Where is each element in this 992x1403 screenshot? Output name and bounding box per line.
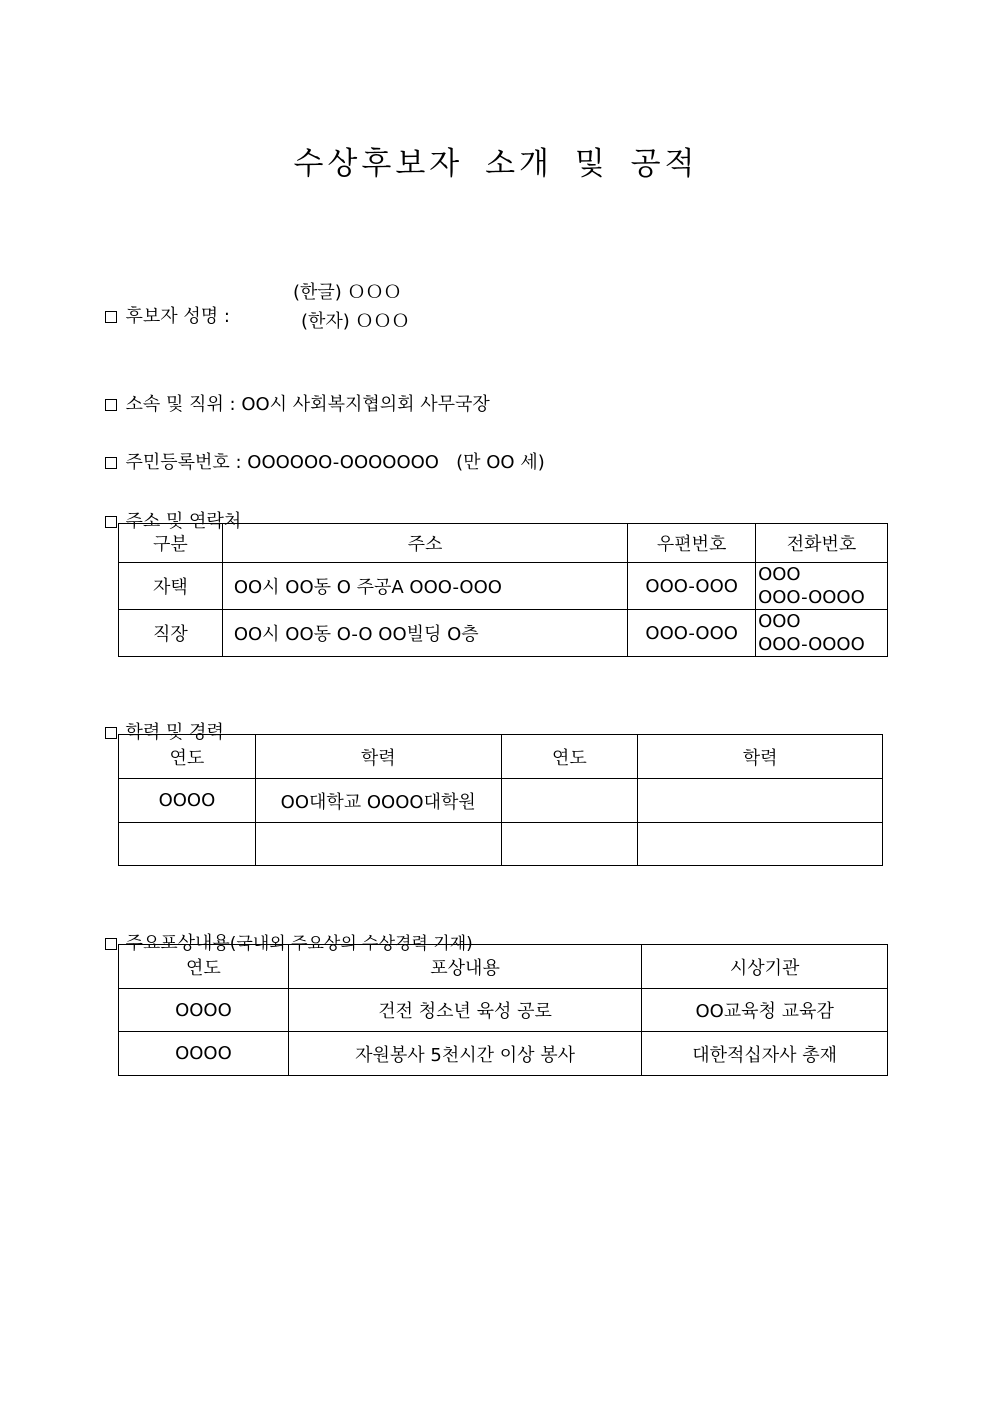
table-cell: 자원봉사 5천시간 이상 봉사 <box>288 1032 641 1076</box>
phone-area-code: OOO <box>758 564 801 585</box>
phone-area-code: OOO <box>758 611 801 632</box>
contact-address: OO시 OO동 O-O OO빌딩 O층 <box>222 610 627 657</box>
checkbox-icon <box>105 457 117 469</box>
header-cell: 연도 <box>119 945 289 989</box>
phone-number: OOO-OOOO <box>758 634 865 655</box>
table-cell: OOOO <box>119 1032 289 1076</box>
table-cell: OO교육청 교육감 <box>642 989 888 1032</box>
candidate-name-line <box>94 281 230 329</box>
table-header-row <box>119 945 888 989</box>
table-cell: OOOO <box>119 779 256 823</box>
table-row <box>119 989 888 1032</box>
table-row <box>119 610 888 657</box>
contact-table <box>118 523 888 657</box>
header-cell: 학력 <box>255 735 501 779</box>
checkbox-icon <box>105 938 117 950</box>
header-cell: 연도 <box>119 735 256 779</box>
awards-heading-note: (국내외 주요상의 수상경력 기재) <box>229 934 473 954</box>
table-cell: 대한적십자사 총재 <box>642 1032 888 1076</box>
awards-table <box>118 944 888 1076</box>
checkbox-icon <box>105 311 117 323</box>
header-cell: 학력 <box>638 735 883 779</box>
contact-zip: OOO-OOO <box>628 610 756 657</box>
table-row <box>119 563 888 610</box>
phone-number: OOO-OOOO <box>758 587 865 608</box>
header-cell: 구분 <box>119 524 223 563</box>
name-label: 후보자 성명 : <box>125 306 230 327</box>
header-cell: 연도 <box>501 735 638 779</box>
table-cell: 건전 청소년 육성 공로 <box>288 989 641 1032</box>
table-cell <box>501 823 638 866</box>
resident-number-line <box>94 427 545 475</box>
contact-phone <box>756 610 888 657</box>
contact-heading-text: 주소 및 연락처 <box>125 511 242 532</box>
header-cell: 우편번호 <box>628 524 756 563</box>
header-cell: 시상기관 <box>642 945 888 989</box>
name-hanja: (한자) ＯＯＯ <box>301 311 410 332</box>
education-heading-text: 학력 및 경력 <box>125 722 224 743</box>
table-row <box>119 1032 888 1076</box>
table-cell <box>255 823 501 866</box>
affiliation-text: 소속 및 직위 : OO시 사회복지협의회 사무국장 <box>125 394 490 415</box>
header-cell: 전화번호 <box>756 524 888 563</box>
contact-type: 직장 <box>119 610 223 657</box>
awards-heading-text: 주요포상내용 <box>125 933 230 954</box>
name-hangul: (한글) ＯＯＯ <box>293 282 402 303</box>
education-table <box>118 734 883 866</box>
page-title: 수상후보자 소개 및 공적 <box>293 146 699 182</box>
contact-type: 자택 <box>119 563 223 610</box>
table-row <box>119 779 883 823</box>
resident-number-text: 주민등록번호 : OOOOOO-OOOOOOO (만 OO 세) <box>125 452 545 473</box>
table-cell <box>501 779 638 823</box>
table-header-row <box>119 735 883 779</box>
contact-zip: OOO-OOO <box>628 563 756 610</box>
header-cell: 포상내용 <box>288 945 641 989</box>
affiliation-line <box>94 369 490 417</box>
table-cell <box>638 779 883 823</box>
table-header-row <box>119 524 888 563</box>
header-cell: 주소 <box>222 524 627 563</box>
table-cell <box>119 823 256 866</box>
checkbox-icon <box>105 516 117 528</box>
checkbox-icon <box>105 399 117 411</box>
table-cell <box>638 823 883 866</box>
contact-address: OO시 OO동 O 주공A OOO-OOO <box>222 563 627 610</box>
table-cell: OOOO <box>119 989 289 1032</box>
contact-phone <box>756 563 888 610</box>
table-cell: OO대학교 OOOO대학원 <box>255 779 501 823</box>
table-row <box>119 823 883 866</box>
checkbox-icon <box>105 727 117 739</box>
